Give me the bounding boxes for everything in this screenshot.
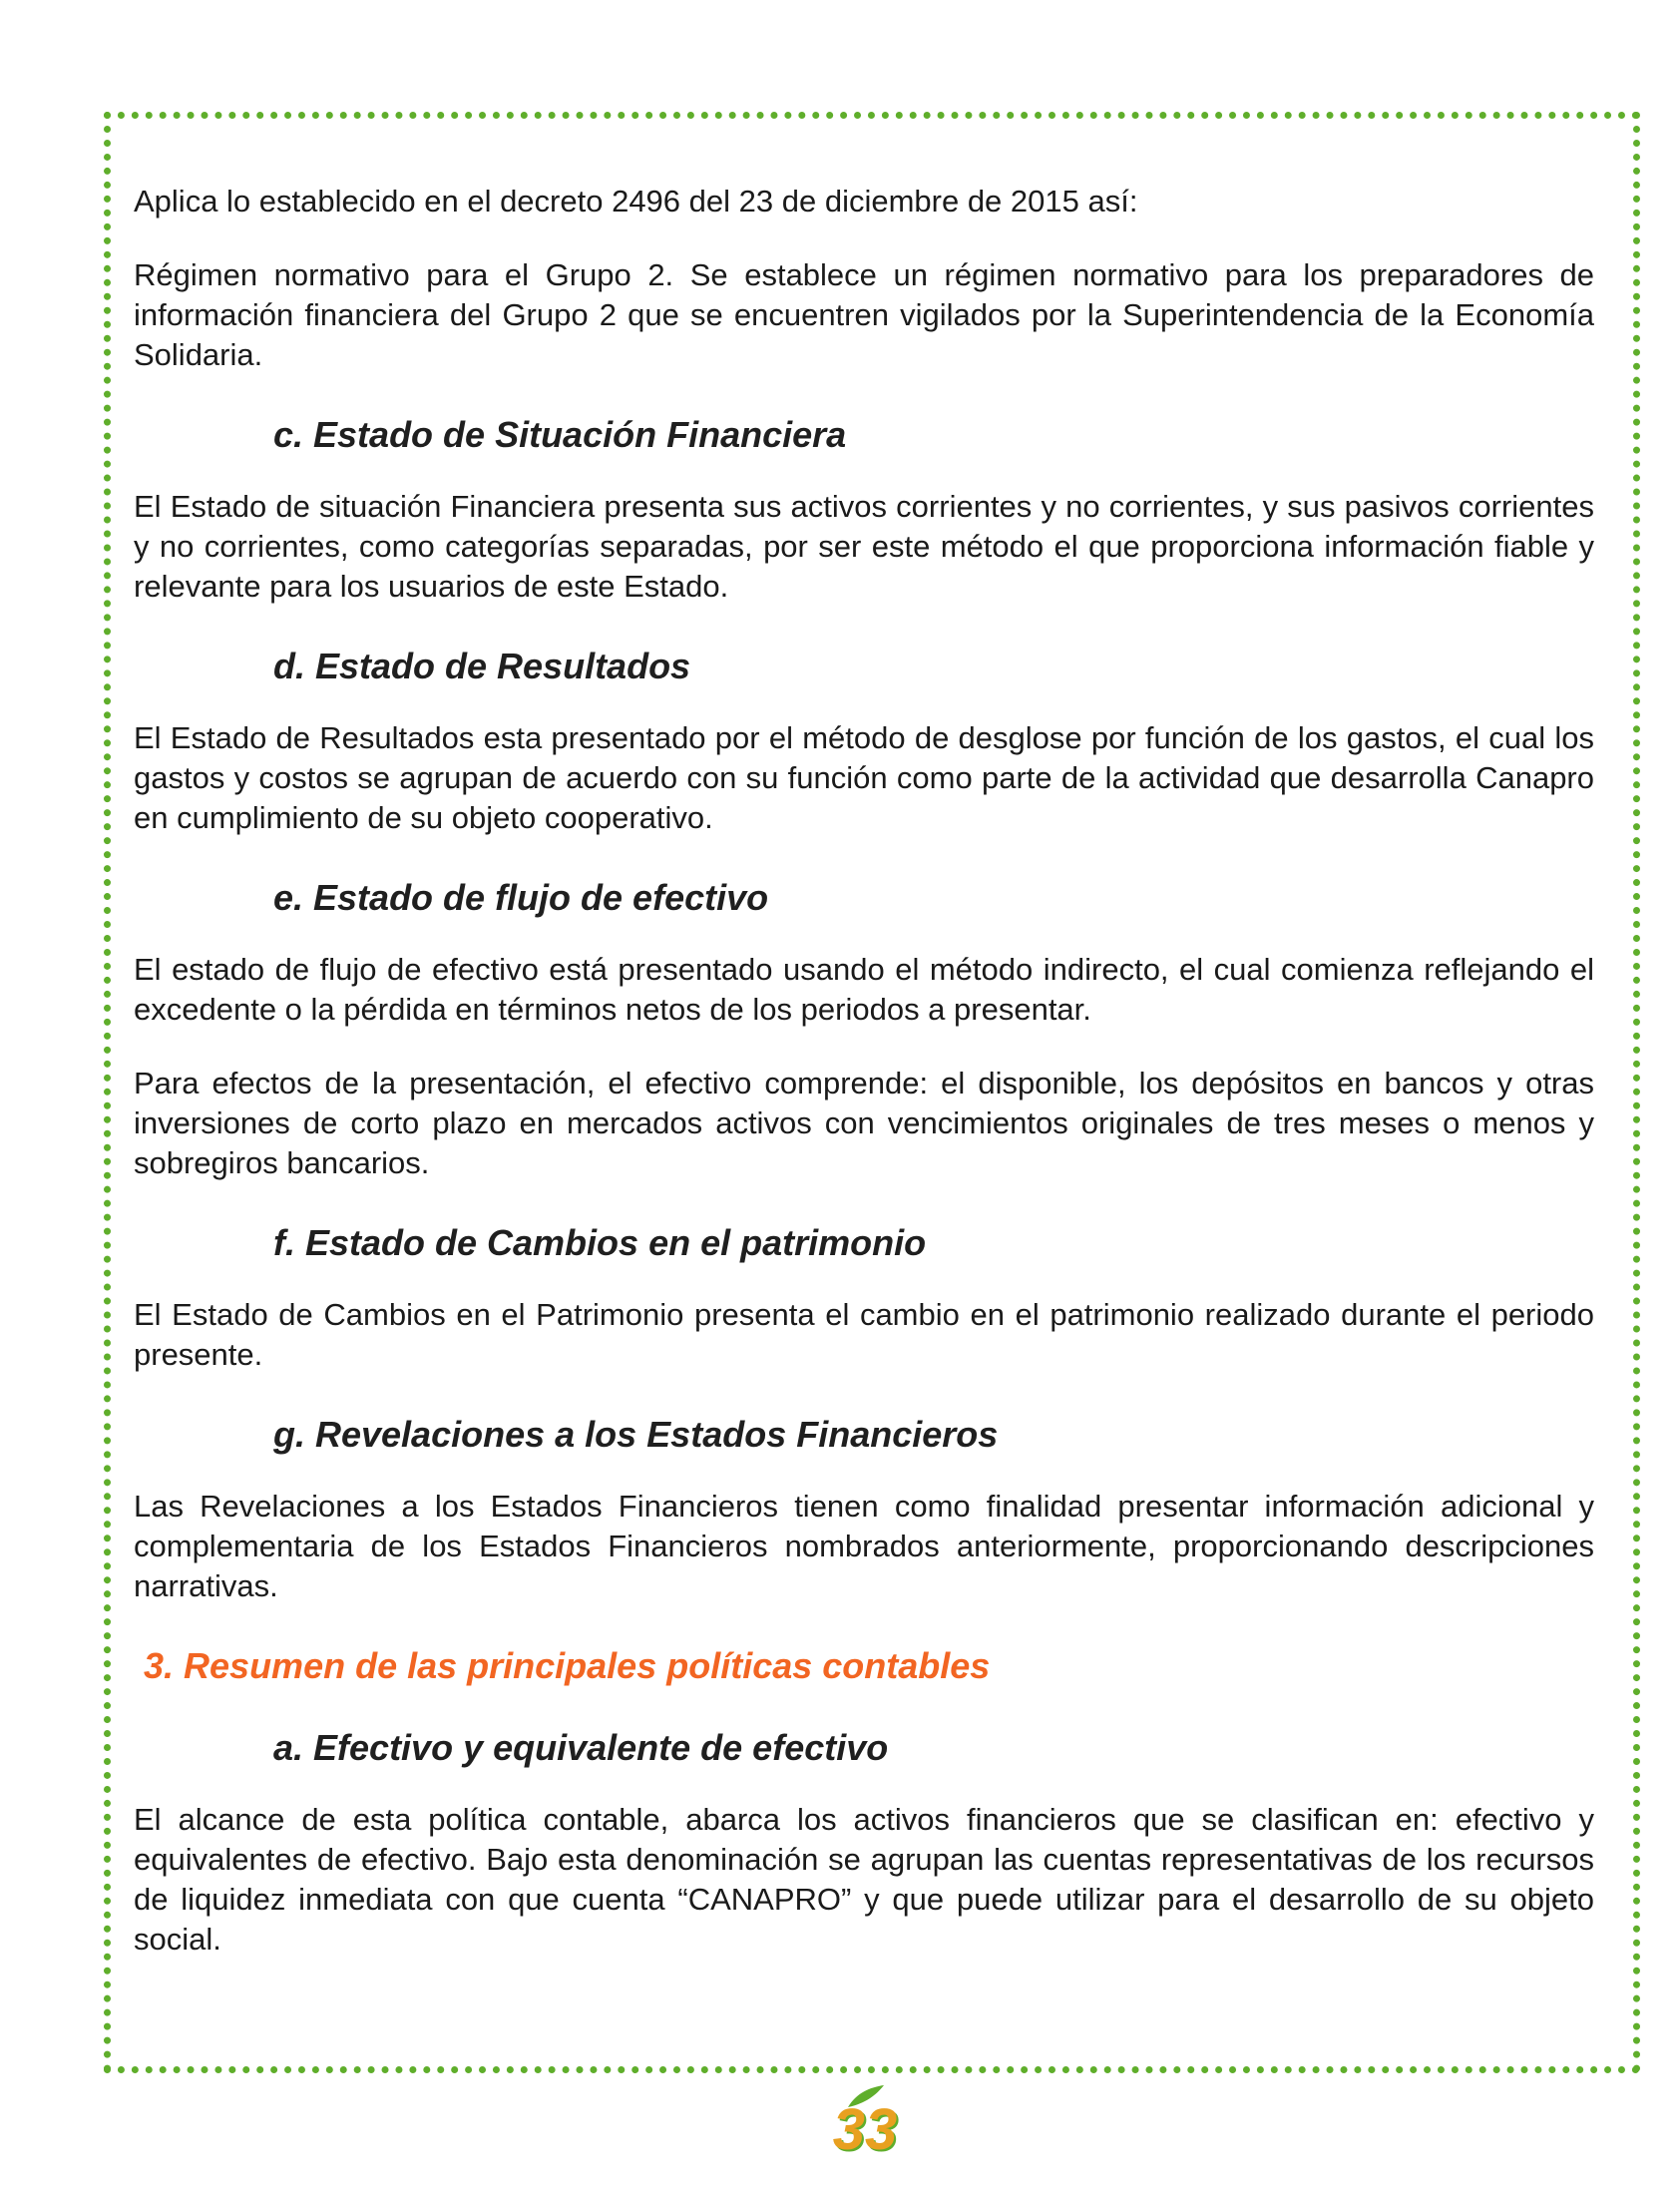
page-content <box>134 182 1594 1960</box>
paragraph-revelaciones: Las Revelaciones a los Estados Financieros tienen como finalidad presentar información adicional y complementaria de los Estados Financieros nombrados anteriormente, proporcionando descripciones narrativas. <box>134 1489 1594 1603</box>
page-number: 33 <box>832 2097 898 2162</box>
intro-regimen-paragraph: Régimen normativo para el Grupo 2. Se establece un régimen normativo para los preparadores de información financiera del Grupo 2 que se encuentren vigilados por la Superintendencia de la Economía Solidaria. <box>134 257 1594 372</box>
paragraph-flujo-efectivo-presentacion: Para efectos de la presentación, el efectivo comprende: el disponible, los depósitos en bancos y otras inversiones de corto plazo en mercados activos con vencimientos originales de tres meses o menos y sobregiros bancarios. <box>134 1066 1594 1180</box>
heading-estado-resultados: d. Estado de Resultados <box>273 646 691 686</box>
paragraph-flujo-efectivo-metodo: El estado de flujo de efectivo está presentado usando el método indirecto, el cual comienza reflejando el excedente o la pérdida en términos netos de los periodos a presentar. <box>134 952 1594 1027</box>
heading-estado-situacion-financiera: c. Estado de Situación Financiera <box>273 414 847 455</box>
heading-efectivo-equivalente: a. Efectivo y equivalente de efectivo <box>273 1727 889 1768</box>
intro-line: Aplica lo establecido en el decreto 2496 del 23 de diciembre de 2015 así: <box>134 184 1138 219</box>
paragraph-efectivo-equivalente: El alcance de esta política contable, abarca los activos financieros que se clasifican en: efectivo y equivalentes de efectivo. Bajo esta denominación se agrupan las cuentas representativas de los recursos de liquidez inmediata con que cuenta “CANAPRO” y que puede utilizar para el desarrollo de su objeto social. <box>134 1802 1594 1957</box>
paragraph-estado-cambios-patrimonio: El Estado de Cambios en el Patrimonio presenta el cambio en el patrimonio realizado durante el periodo presente. <box>134 1297 1594 1372</box>
heading-resumen-politicas-contables: 3. Resumen de las principales políticas contables <box>144 1645 991 1686</box>
heading-estado-cambios-patrimonio: f. Estado de Cambios en el patrimonio <box>273 1222 927 1263</box>
heading-revelaciones: g. Revelaciones a los Estados Financieros <box>273 1414 999 1455</box>
paragraph-estado-situacion-financiera: El Estado de situación Financiera presenta sus activos corrientes y no corrientes, y sus pasivos corrientes y no corrientes, como categorías separadas, por ser este método el que proporciona información fiable y relevante para los usuarios de este Estado. <box>134 489 1594 604</box>
heading-estado-flujo-efectivo: e. Estado de flujo de efectivo <box>273 877 769 918</box>
paragraph-estado-resultados: El Estado de Resultados esta presentado por el método de desglose por función de los gastos, el cual los gastos y costos se agrupan de acuerdo con su función como parte de la actividad que desarrolla Canapro en cumplimiento de su objeto cooperativo. <box>134 720 1594 835</box>
